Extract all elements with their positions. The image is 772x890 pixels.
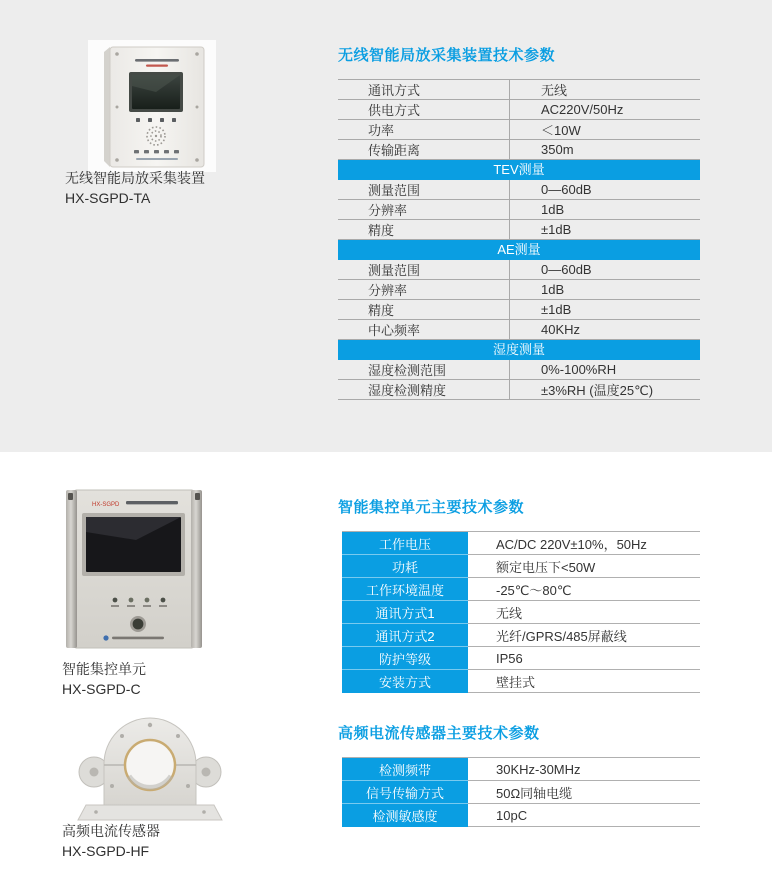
table-row	[338, 100, 700, 120]
table-row	[338, 320, 700, 340]
spec-label: 通讯方式1	[342, 601, 468, 624]
product-name: 高频电流传感器	[62, 823, 160, 839]
spec-value: -25℃～80℃	[468, 578, 700, 601]
spec-value: 50Ω同轴电缆	[468, 781, 700, 804]
ear-hole-icon	[90, 768, 99, 777]
spec-value: 壁挂式	[468, 670, 700, 693]
table-row	[338, 360, 700, 380]
panel-title-text-bar	[126, 501, 178, 504]
table-row	[342, 532, 700, 555]
table-row	[342, 647, 700, 670]
table-row	[338, 140, 700, 160]
spec-value: 1dB	[541, 282, 565, 297]
spec-label: 检测频带	[342, 758, 468, 781]
table-row	[338, 380, 700, 400]
table-row	[342, 578, 700, 601]
spec-value: AC/DC 220V±10%，50Hz	[468, 532, 700, 555]
device-side-face	[104, 47, 110, 167]
spec-value: 30KHz-30MHz	[468, 758, 700, 781]
right-rail	[191, 490, 202, 648]
product-photo-hf-current-sensor	[70, 708, 230, 831]
spec-label: 通讯方式	[338, 80, 510, 99]
table-section-header-humidity: 湿度测量	[338, 340, 700, 360]
spec-label: 信号传输方式	[342, 781, 468, 804]
table-row	[338, 200, 700, 220]
rail-slot-icon	[195, 493, 200, 500]
product-model: HX-SGPD-C	[62, 681, 141, 697]
spec-value: AC220V/50Hz	[541, 102, 624, 117]
spec-table-wireless-device	[338, 79, 700, 400]
table-row	[342, 555, 700, 578]
spec-value: ±1dB	[541, 222, 572, 237]
table-row	[338, 180, 700, 200]
spec-value: 0%-100%RH	[541, 362, 617, 377]
spec-label: 功率	[338, 120, 510, 139]
section-title-wireless-device: 无线智能局放采集装置技术参数	[338, 47, 556, 64]
spec-value: 无线	[541, 83, 568, 98]
table-row	[342, 670, 700, 693]
spec-label: 湿度检测精度	[338, 380, 510, 399]
product-caption	[65, 168, 205, 208]
table-row	[342, 601, 700, 624]
product-model: HX-SGPD-HF	[62, 843, 150, 859]
rail-slot-icon	[68, 493, 73, 500]
spec-label: 传输距离	[338, 140, 510, 159]
spec-table-hf-sensor	[342, 757, 700, 827]
table-row	[338, 280, 700, 300]
spec-label: 湿度检测范围	[338, 360, 510, 379]
spec-label: 精度	[338, 300, 510, 319]
product-caption	[62, 659, 146, 699]
table-row	[342, 624, 700, 647]
table-row	[338, 80, 700, 100]
round-button	[133, 619, 144, 630]
product-caption	[62, 821, 160, 861]
spec-label: 测量范围	[338, 180, 510, 199]
section-title-hf-sensor: 高频电流传感器主要技术参数	[338, 725, 540, 742]
spec-value: 无线	[468, 601, 700, 624]
left-rail	[66, 490, 77, 648]
spec-value: 光纤/GPRS/485屏蔽线	[468, 624, 700, 647]
spec-value: ±1dB	[541, 302, 572, 317]
spec-value: 1dB	[541, 202, 565, 217]
spec-value: IP56	[468, 647, 700, 670]
spec-label: 工作环境温度	[342, 578, 468, 601]
product-photo-wireless-acquisition-device	[96, 44, 210, 175]
spec-value: 额定电压下<50W	[468, 555, 700, 578]
section-title-control-unit: 智能集控单元主要技术参数	[338, 499, 525, 516]
table-row	[338, 300, 700, 320]
spec-label: 防护等级	[342, 647, 468, 670]
spec-label: 中心频率	[338, 320, 510, 339]
product-model: HX-SGPD-TA	[65, 190, 151, 206]
panel-model-text-bar	[146, 65, 168, 67]
spec-label: 供电方式	[338, 100, 510, 119]
spec-value: 0—60dB	[541, 182, 592, 197]
panel-model-label: HX-SGPD	[92, 502, 120, 508]
table-row	[342, 758, 700, 781]
ear-hole-icon	[202, 768, 211, 777]
product-photo-control-unit	[66, 488, 202, 655]
spec-label: 工作电压	[342, 532, 468, 555]
table-row	[342, 781, 700, 804]
spec-label: 精度	[338, 220, 510, 239]
panel-title-text-bar	[135, 59, 179, 62]
spec-label: 安装方式	[342, 670, 468, 693]
table-section-header-tev: TEV测量	[338, 160, 700, 180]
spec-value: 0—60dB	[541, 262, 592, 277]
spec-label: 测量范围	[338, 260, 510, 279]
sensor-base-plate	[78, 805, 222, 820]
wireless-device-illustration	[96, 44, 210, 170]
company-text-bar	[136, 158, 178, 160]
control-unit-illustration	[66, 488, 202, 650]
table-row	[338, 260, 700, 280]
spec-value: 40KHz	[541, 322, 581, 337]
spec-value: 10pC	[468, 804, 700, 827]
table-section-header-ae: AE测量	[338, 240, 700, 260]
spec-value: ＜10W	[541, 123, 581, 138]
table-row	[338, 120, 700, 140]
table-row	[342, 804, 700, 827]
hf-sensor-illustration	[70, 708, 230, 826]
product-name: 智能集控单元	[62, 661, 146, 677]
spec-value: 350m	[541, 142, 574, 157]
spec-label: 功耗	[342, 555, 468, 578]
spec-label: 检测敏感度	[342, 804, 468, 827]
spec-value: ±3%RH (温度25℃)	[541, 383, 654, 398]
table-row	[338, 220, 700, 240]
spec-label: 通讯方式2	[342, 624, 468, 647]
product-name: 无线智能局放采集装置	[65, 170, 205, 186]
spec-label: 分辨率	[338, 200, 510, 219]
spec-label: 分辨率	[338, 280, 510, 299]
spec-table-control-unit	[342, 531, 700, 693]
